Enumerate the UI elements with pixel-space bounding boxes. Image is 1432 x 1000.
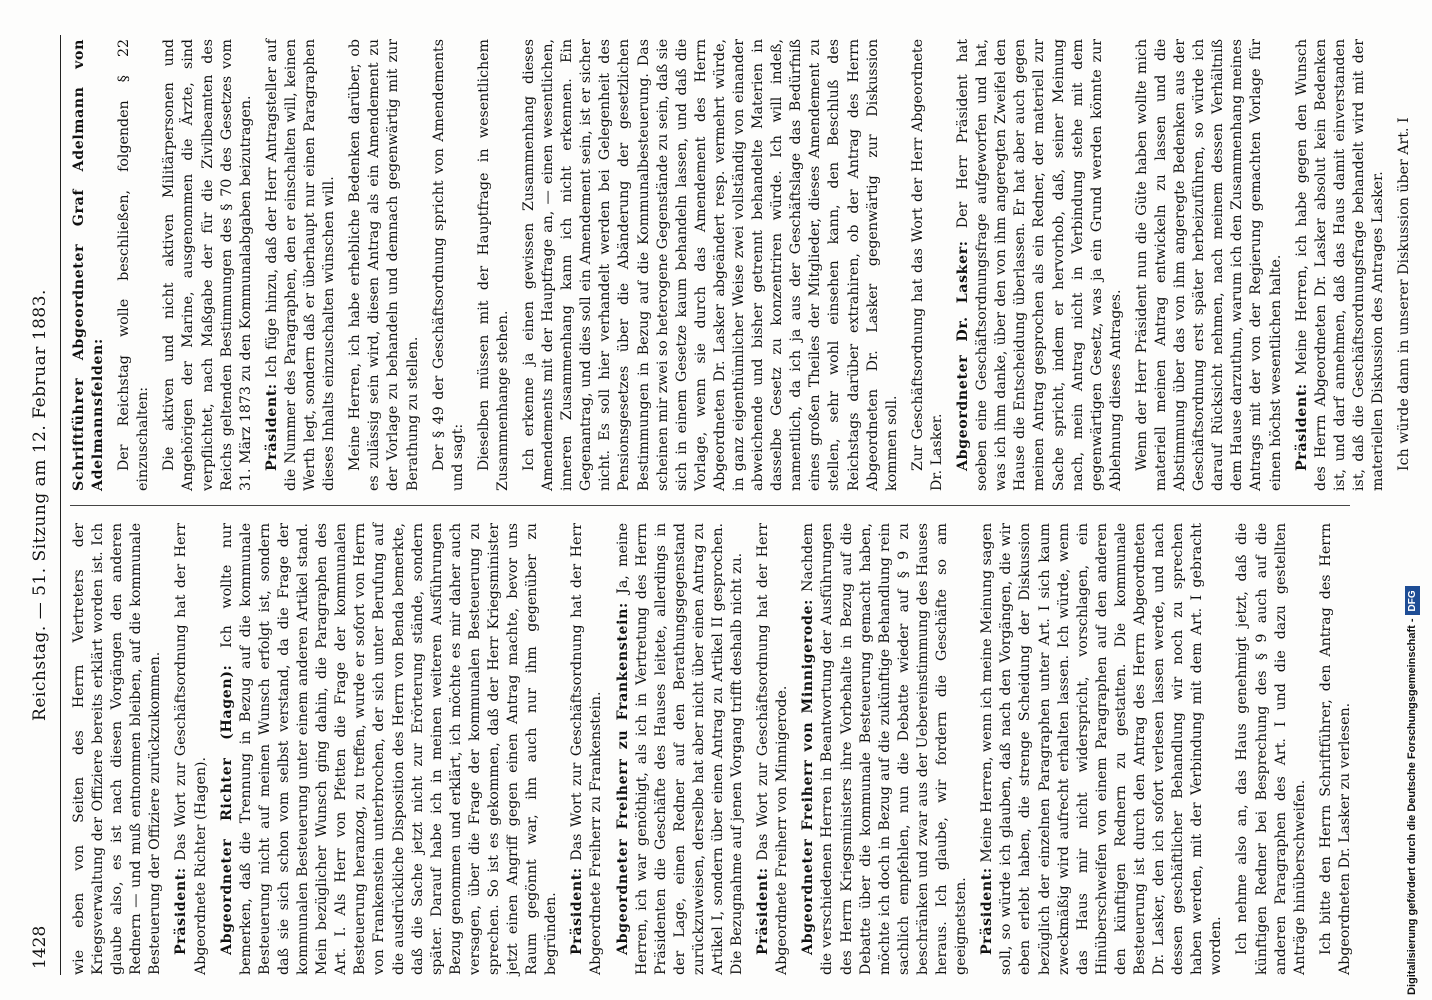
- paragraph: Präsident: Das Wort zur Geschäftsordnung hat der Herr Abgeordnete Freiherr von Minnigerode.: [755, 523, 791, 975]
- left-column: [70, 523, 1362, 975]
- speaker-label: Präsident:: [979, 867, 996, 955]
- page-header: [22, 35, 58, 975]
- speaker-label: Präsident:: [173, 867, 190, 955]
- paragraph: Präsident: Meine Herren, ich habe gegen den Wunsch des Herrn Abgeordneten Dr. Lasker absolut kein Bedenken ist, und darf annehmen, daß das Haus damit einverstanden ist, daß die Geschäftsordnungsfrage behandelt wird mit der materiellen Diskussion des Antrages Lasker.: [1293, 39, 1386, 491]
- paragraph: Der § 49 der Geschäftsordnung spricht von Amendements und sagt:: [430, 39, 466, 491]
- speaker-label: Schriftführer Abgeordneter Graf Adelmann von Adelmannsfelden:: [71, 39, 107, 491]
- dfg-logo: DFG: [1405, 586, 1420, 615]
- column-divider: [70, 505, 1350, 506]
- paragraph: Präsident: Das Wort zur Geschäftsordnung hat der Herr Abgeordnete Richter (Hagen).: [173, 523, 209, 975]
- speaker-label: Präsident:: [569, 867, 586, 955]
- paragraph: Ich würde dann in unserer Diskussion über Art. I: [1396, 117, 1413, 471]
- paragraph: Zur Geschäftsordnung hat das Wort der Herr Abgeordnete Dr. Lasker.: [909, 39, 945, 491]
- digitization-credit-text: Digitalisierung gefördert durch die Deutsche Forschungsgemeinschaft -: [1406, 618, 1418, 995]
- paragraph: Ich erkenne ja einen gewissen Zusammenhang dieses Amendements mit der Hauptfrage an, — einen wesentlichen, inneren Zusammenhang kann ich nicht erkennen. Ein Gegenantrag, und dies soll ein Amendement sein, ist er sicher nicht. Es soll hier verhandelt werden bei Gelegenheit des Pensionsgesetzes über die Abänderung der gesetzlichen Bestimmungen in Bezug auf die Kommunalbesteuerung. Das scheinen mir zwei so heterogene Gegenstände zu sein, daß sie sich in einem Gesetze kaum behandeln lassen, und daß die Vorlage, wenn sie durch das Amendement des Herrn Abgeordneten Dr. Lasker abgeändert resp. vermehrt würde, in ganz eigenthümlicher Weise zwei vollständig von einander abweichende und bisher getrennt behandelte Materien in dasselbe Gesetz zu konzentriren würde. Ich will indeß, namentlich, da ich ja aus der Geschäftslage das Bedürfniß eines großen Theiles der Mitglieder, dieses Amendement zu stellen, sehr wohl einsehen kann, den Beschluß des Reichstags darüber extrahiren, ob der Antrag des Herrn Abgeordneten Dr. Lasker gegenwärtig zur Diskussion kommen soll.: [520, 39, 900, 491]
- paragraph: Abgeordneter Richter (Hagen): Ich wollte nur bemerken, daß die Trennung in Bezug auf die kommunale Besteuerung nicht auf meinen Wunsch erfolgt ist, sondern daß sie sich schon vom selbst verstand, da die Frage der kommunalen Besteuerung unter einem anderen Artikel stand. Mein bezüglicher Wunsch ging dahin, die Paragraphen des Art. I. Als Herr von Pfetten die Frage der kommunalen Besteuerung heranzog, zu treffen, wurde er sofort von Herrn von Frankenstein unterbrochen, der sich unter Berufung auf die ausdrückliche Disposition des Herrn von Benda bemerkte, daß die Sache jetzt nicht zur Erörterung stände, sondern später. Darauf habe ich in meinen weiteren Ausführungen Bezug genommen und erklärt, ich möchte es mir daher auch versagen, über die Frage der kommunalen Besteuerung zu sprechen. So ist es gekommen, daß der Herr Kriegsminister jetzt einen Angriff gegen einen Antrag machte, bevor uns Raum gegönnt war, ihn auch nur ihm gegenüber zu begründen.: [218, 523, 560, 975]
- header-rule: [60, 35, 61, 975]
- speaker-label: Präsident:: [755, 867, 772, 955]
- speaker-label: Präsident:: [263, 383, 280, 471]
- paragraph: Abgeordneter Freiherr von Minnigerode: Nachdem die verschiedenen Herren in Beantwortung der Ausführungen des Herrn Kriegsministers ihre Vorbehalte in Bezug auf die Debatte über die kommunale Besteuerung gemacht haben, möchte ich doch in Bezug auf die zukünftige Behandlung rein sachlich empfehlen, nun die Debatte wieder auf § 9 zu beschränken und zwar aus der Uebereinstimmung des Hauses heraus. Ich glaube, wir fordern die Geschäfte so am geeignetsten.: [800, 523, 970, 975]
- paragraph: Abgeordneter Freiherr zu Frankenstein: Ja, meine Herren, ich war genöthigt, als ich in Vertretung des Herrn Präsidenten die Geschäfte des Hauses leitete, allerdings in der Lage, einen Redner auf den Berathungsgegenstand zurückzuweisen, derselbe hat aber nicht über einen Antrag zu Artikel I, sondern über einen Antrag zu Artikel II gesprochen. Die Bezugnahme auf jenen Vorgang trifft deshalb nicht zu.: [614, 523, 746, 975]
- paragraph: Der Reichstag wolle beschließen, folgenden § 22 einzuschalten:: [116, 39, 152, 491]
- paragraph: wie eben von Seiten des Herrn Vertreters der Kriegsverwaltung der Offiziere bereits erklärt worden ist. Ich glaube also, es ist nach diesen Vorgängen den anderen Rednern — und muß entnommen bleiben, auf die kommunale Besteuerung der Offiziere zurückzukommen.: [71, 523, 164, 975]
- speaker-label: Präsident:: [1293, 383, 1310, 471]
- paragraph: Wenn der Herr Präsident nun die Güte haben wollte mich materiell meinen Antrag entwickeln zu lassen und die Abstimmung über das von ihm angeregte Bedenken aus der Geschäftsordnung erst später herbeizuführen, so würde ich darauf Rücksicht nehmen, nach meinem dessen Verhältniß dem Hause darzuthun, warum ich den Zusammenhang meines Antrags mit der von der Regierung gemachten Vorlage für einen höchst wesentlichen halte.: [1133, 39, 1284, 491]
- paragraph: Dieselben müssen mit der Hauptfrage in wesentlichem Zusammenhange stehen.: [475, 39, 511, 491]
- digitization-credit: [1402, 10, 1422, 995]
- paragraph: Präsident: Meine Herren, wenn ich meine Meinung sagen soll, so würde ich glauben, daß nach den Vorgängen, die wir eben erlebt haben, die strenge Scheidung der Diskussion bezüglich der einzelnen Paragraphen unter Art. I sich kaum zweckmäßig wird aufrecht erhalten lassen. Ich würde, wenn das Haus mir nicht widerspricht, vorschlagen, ein Hinüberschweifen von einem Paragraphen auf den anderen den künftigen Rednern zu gestatten. Die kommunale Besteuerung ist durch den Antrag des Herrn Abgeordneten Dr. Lasker, den ich sofort verlesen lassen werde, und nach dessen geschäftlicher Behandlung wir noch zu sprechen haben werden, mit der Verbindung mit dem Art. I gebracht worden.: [979, 523, 1225, 975]
- right-column: [70, 39, 1421, 491]
- paragraph: Präsident: Ich füge hinzu, daß der Herr Antragsteller auf die Nummer des Paragraphen, den er einschalten will, keinen Werth legt, sondern daß er überhaupt nur einen Paragraphen dieses Inhalts einzuschalten wünschen will.: [263, 39, 338, 491]
- paragraph: [70, 39, 108, 491]
- speaker-label: Abgeordneter Richter (Hagen):: [218, 664, 235, 955]
- paragraph: Meine Herren, ich habe erhebliche Bedenken darüber, ob es zulässig sein wird, diesen Antrag als ein Amendement zu der Vorlage zu behandeln und demnach gegenwärtig mit zur Berathung zu stellen.: [347, 39, 421, 491]
- speaker-label: Abgeordneter Freiherr zu Frankenstein:: [614, 602, 631, 955]
- page-number: 1428: [30, 925, 50, 969]
- speaker-label: Abgeordneter Freiherr von Minnigerode:: [800, 599, 817, 955]
- paragraph: Präsident: Das Wort zur Geschäftsordnung hat der Herr Abgeordnete Freiherr zu Frankenstein.: [569, 523, 605, 975]
- speaker-label: Abgeordneter Dr. Lasker:: [955, 240, 972, 471]
- paragraph: Die aktiven und nicht aktiven Militärpersonen und Angehörigen der Marine, ausgenommen die Ärzte, sind verpflichtet, nach Maßgabe der für die Zivilbeamten des Reichs geltenden Bestimmungen des § 70 des Gesetzes vom 31. März 1873 zu den Kommunalabgaben beizutragen.: [161, 39, 254, 491]
- paragraph: Ich bitte den Herrn Schriftführer, den Antrag des Herrn Abgeordneten Dr. Lasker zu verlesen.: [1317, 523, 1353, 975]
- running-title: Reichstag. — 51. Sitzung am 12. Februar 1883.: [30, 289, 50, 721]
- paragraph: Abgeordneter Dr. Lasker: Der Herr Präsident hat soeben eine Geschäftsordnungsfrage aufgeworfen und hat, was ich ihm danke, über den von ihm angeregten Zweifel den Hause die Entscheidung überlassen. Er hat aber auch gegen meinen Antrag gesprochen als ein Redner, der materiell zur Sache spricht, indem er hervorhob, daß, seiner Meinung nach, mein Antrag nicht in Verbindung stehe mit dem gegenwärtigen Gesetz, was ja ein Grund werden könnte zur Ablehnung dieses Antrages.: [955, 39, 1124, 491]
- paragraph: Ich nehme also an, das Haus genehmigt jetzt, daß die künftigen Redner bei Besprechung des § 9 auch auf die anderen Paragraphen des Art. I und die dazu gestellten Anträge hinüberschweifen.: [1234, 523, 1308, 975]
